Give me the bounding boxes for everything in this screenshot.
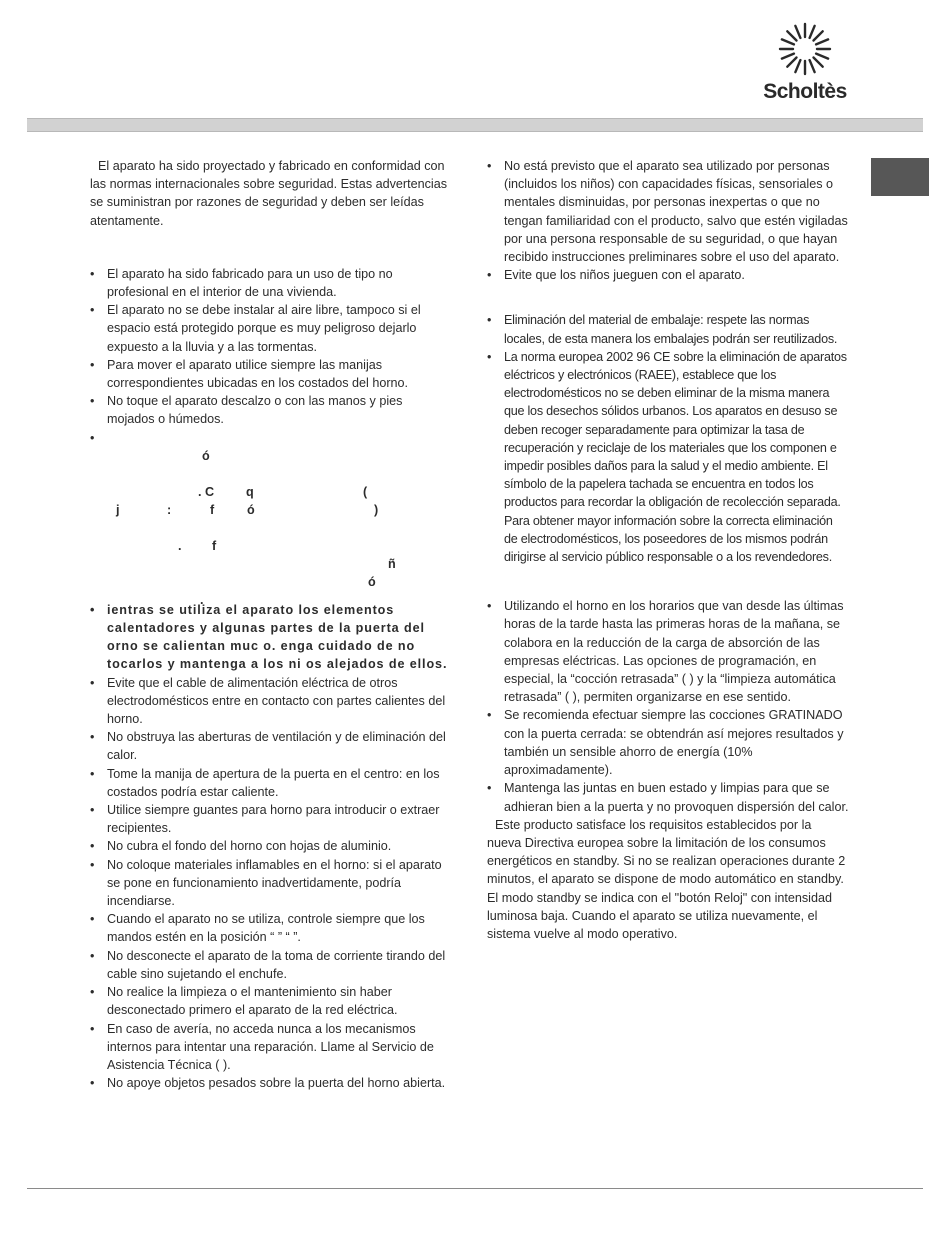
list-item: • Utilizando el horno en los horarios que van desde las últimas horas de la tarde hasta las primeras horas de la mañana, se colabora en la reducción de la carga de absorción de las empresas eléctricas. Las opciones de programación, en especial, la “cocción retrasada” ( ) y la “limpieza automática retrasada” ( ), permiten organizarse en ese sentido. (487, 597, 849, 706)
safety-list-b (90, 601, 448, 1092)
list-item: • Tome la manija de apertura de la puerta en el centro: en los costados podría estar caliente. (90, 765, 448, 801)
text-fragment: . C (198, 484, 215, 499)
text-fragment: ) (374, 502, 379, 517)
scholtes-logo (760, 18, 850, 108)
disposal-list (487, 311, 849, 566)
text-fragments (90, 447, 448, 607)
text-fragment: j (116, 502, 120, 517)
text-fragment: . (178, 538, 182, 553)
list-item: • El aparato ha sido fabricado para un uso de tipo no profesional en el interior de una vivienda. (90, 265, 448, 301)
list-item: • En caso de avería, no acceda nunca a los mecanismos internos para intentar una reparación. Llame al Servicio de Asistencia Técnica ( ). (90, 1020, 448, 1075)
right-column (487, 157, 849, 943)
text-fragment: f (210, 502, 215, 517)
list-item: • No apoye objetos pesados sobre la puerta del horno abierta. (90, 1074, 448, 1092)
warning-item: • ientras se utiliza el aparato los elementos calentadores y algunas partes de la puerta del orno se calientan muc o. enga cuidado de no tocarlos y mantenga a los ni os alejados de ellos. (90, 601, 448, 674)
list-item: • Utilice siempre guantes para horno para introducir o extraer recipientes. (90, 801, 448, 837)
list-item: • No toque el aparato descalzo o con las manos y pies mojados o húmedos. (90, 392, 448, 428)
safety-list-c (487, 157, 849, 284)
text-fragment: ( (363, 484, 368, 499)
safety-list-a (90, 265, 448, 447)
list-item: • Se recomienda efectuar siempre las cocciones GRATINADO con la puerta cerrada: se obtendrán así mejores resultados y también un sensible ahorro de energía (10% aproximadamente). (487, 706, 849, 779)
standby-paragraph: Este producto satisface los requisitos establecidos por la nueva Directiva europea sobre la limitación de los consumos energéticos en standby. Si no se realizan operaciones durante 2 minutos, el aparato se dispone de modo automático en standby. El modo standby se indica con el "botón Reloj" con intensidad luminosa baja. Cuando el aparato se utiliza nuevamente, el sistema vuelve al modo operativo. (487, 817, 846, 941)
list-item: • La norma europea 2002 96 CE sobre la eliminación de aparatos eléctricos y electrónicos (RAEE), establece que los electrodomésticos no se deben eliminar de la misma manera que los desechos sólidos urbanos. Los aparatos en desuso se deben recoger separadamente para optimizar la tasa de recuperación y reciclaje de los materiales que los componen e impedir posibles daños para la salud y el medio ambiente. El símbolo de la papelera tachada se encuentra en todos los productos para recordar la obligación de recolección separada. Para obtener mayor información sobre la correcta eliminación de electrodomésticos, los poseedores de los mismos podrán dirigirse al servicio público responsable o a los revendedores. (487, 348, 849, 566)
text-fragment: ñ (388, 556, 396, 571)
language-tab (871, 158, 929, 196)
text-fragment: q (246, 484, 254, 499)
energy-saving-list (487, 597, 849, 815)
list-item: • Para mover el aparato utilice siempre las manijas correspondientes ubicadas en los costados del horno. (90, 356, 448, 392)
list-item: • Evite que los niños jueguen con el aparato. (487, 266, 849, 284)
list-item: • No cubra el fondo del horno con hojas de aluminio. (90, 837, 448, 855)
list-item: • Cuando el aparato no se utiliza, controle siempre que los mandos estén en la posición “ ” “ ”. (90, 910, 448, 946)
intro-paragraph: El aparato ha sido proyectado y fabricado en conformidad con las normas internacionales sobre seguridad. Estas advertencias se suministran por razones de seguridad y deben ser leídas atentamente. (90, 159, 448, 228)
list-item: • Mantenga las juntas en buen estado y limpias para que se adhieran bien a la puerta y no provoquen dispersión del calor. (487, 779, 849, 815)
brand-name: Scholtès (763, 80, 847, 103)
text-fragment: ó (368, 574, 376, 589)
text-fragment: f (212, 538, 217, 553)
header-rule (27, 118, 923, 132)
list-item: • Eliminación del material de embalaje: respete las normas locales, de esta manera los embalajes podrán ser reutilizados. (487, 311, 849, 347)
list-item: • El aparato no se debe instalar al aire libre, tampoco si el espacio está protegido porque es muy peligroso dejarlo expuesto a la lluvia y a las tormentas. (90, 301, 448, 356)
sun-logo-icon (770, 18, 840, 80)
list-item: • No desconecte el aparato de la toma de corriente tirando del cable sino sujetando el enchufe. (90, 947, 448, 983)
text-fragment: ó (247, 502, 255, 517)
list-item: • Evite que el cable de alimentación eléctrica de otros electrodomésticos entre en contacto con partes calientes del horno. (90, 674, 448, 729)
text-fragment: . (200, 592, 204, 607)
list-item: • No coloque materiales inflamables en el horno: si el aparato se pone en funcionamiento inadvertidamente, podría incendiarse. (90, 856, 448, 911)
text-fragment: ó (202, 448, 210, 463)
text-fragment: : (167, 502, 172, 517)
list-item-empty (90, 429, 448, 447)
list-item: • No obstruya las aberturas de ventilación y de eliminación del calor. (90, 728, 448, 764)
list-item: • No realice la limpieza o el mantenimiento sin haber desconectado primero el aparato de la red eléctrica. (90, 983, 448, 1019)
footer-rule (27, 1188, 923, 1189)
list-item: • No está previsto que el aparato sea utilizado por personas (incluidos los niños) con capacidades físicas, sensoriales o mentales disminuidas, por personas inexpertas o que no tengan familiaridad con el producto, salvo que estén vigiladas por una persona responsable de su seguridad, o que hayan recibido instrucciones preliminares sobre el uso del aparato. (487, 157, 849, 266)
left-column (90, 157, 448, 1092)
